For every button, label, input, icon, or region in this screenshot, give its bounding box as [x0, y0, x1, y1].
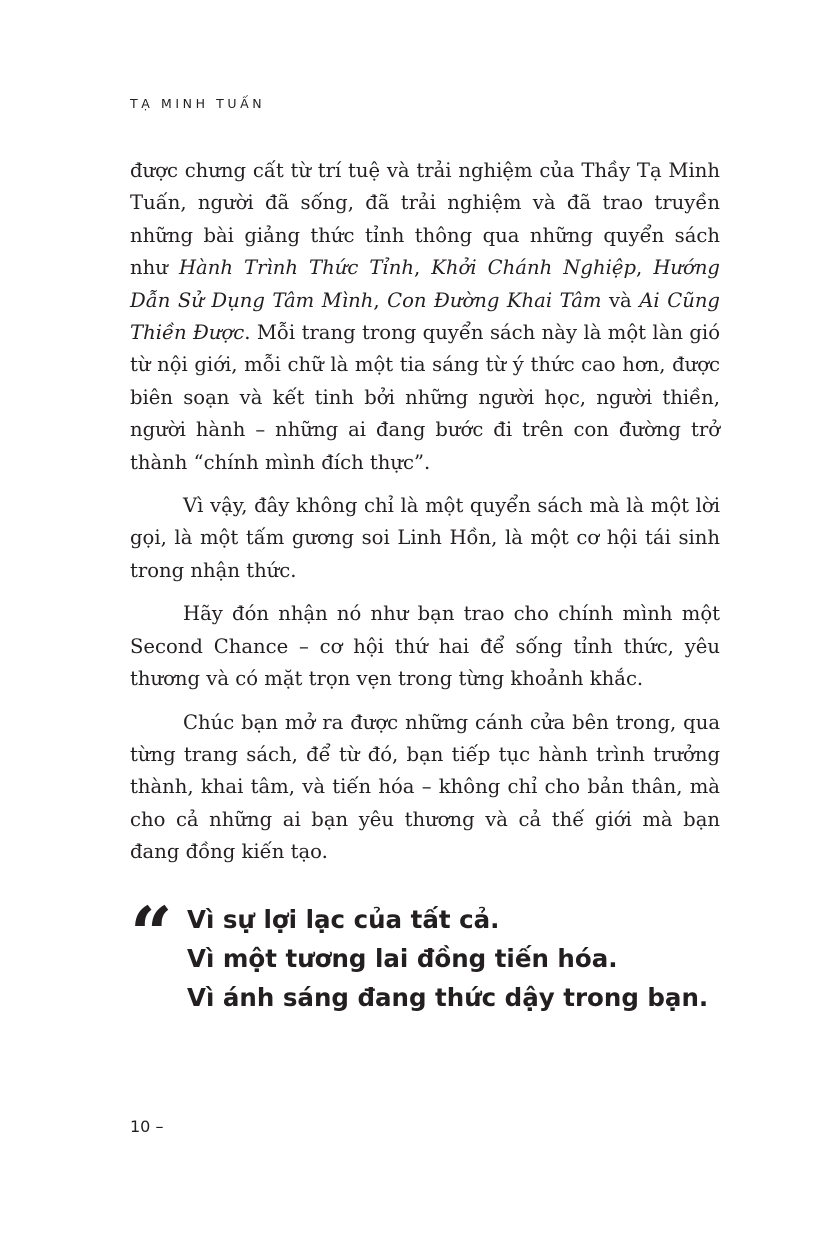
book-title: Hành Trình Thức Tỉnh: [178, 256, 414, 280]
quote-lines: [187, 900, 708, 1017]
page-number: 10 –: [130, 1117, 164, 1136]
paragraph-4: Chúc bạn mở ra được những cánh cửa bên trong, qua từng trang sách, để từ đó, bạn tiếp tục hành trình trưởng thành, khai tâm, và tiến hóa – không chỉ cho bản thân, mà cho cả những ai bạn yêu thương và cả thế giới mà bạn đang đồng kiến tạo.: [130, 710, 720, 864]
paragraph-1-text-a: được chưng cất từ trí tuệ và trải nghiệm của Thầy Tạ Minh Tuấn, người đã sống, đã trải nghiệm và đã trao truyền những bài giảng thức tỉnh thông qua những quyển sách như: [130, 159, 720, 280]
separator: ,: [636, 256, 654, 280]
book-title: Ai Cũng Thiền Được: [130, 288, 720, 345]
separator: và: [601, 288, 640, 312]
paragraph-1: [130, 155, 720, 479]
quote-line: Vì một tương lai đồng tiến hóa.: [187, 944, 618, 973]
running-head: TẠ MINH TUẤN: [130, 96, 266, 111]
body-text: [130, 155, 720, 880]
quote-mark-icon: “: [130, 892, 173, 978]
separator: ,: [373, 288, 388, 312]
paragraph-3: Hãy đón nhận nó như bạn trao cho chính mình một Second Chance – cơ hội thứ hai để sống tỉnh thức, yêu thương và có mặt trọn vẹn trong từng khoảnh khắc.: [130, 602, 720, 691]
book-title: Con Đường Khai Tâm: [387, 288, 602, 312]
separator: ,: [413, 256, 432, 280]
paragraph-2: Vì vậy, đây không chỉ là một quyển sách mà là một lời gọi, là một tấm gương soi Linh Hồn, là một cơ hội tái sinh trong nhận thức.: [130, 494, 720, 582]
book-title: Khởi Chánh Nghiệp: [431, 256, 636, 280]
quote-line: Vì sự lợi lạc của tất cả.: [187, 905, 500, 934]
paragraph-1-text-b: . Mỗi trang trong quyển sách này là một làn gió từ nội giới, mỗi chữ là một tia sáng từ ý thức cao hơn, được biên soạn và kết tinh bởi những người học, người thiền, người hành – những ai đang bước đi trên con đường trở thành “chính mình đích thực”.: [130, 321, 720, 474]
book-title: Hướng Dẫn Sử Dụng Tâm Mình: [130, 256, 720, 312]
quote-line: Vì ánh sáng đang thức dậy trong bạn.: [187, 983, 709, 1012]
